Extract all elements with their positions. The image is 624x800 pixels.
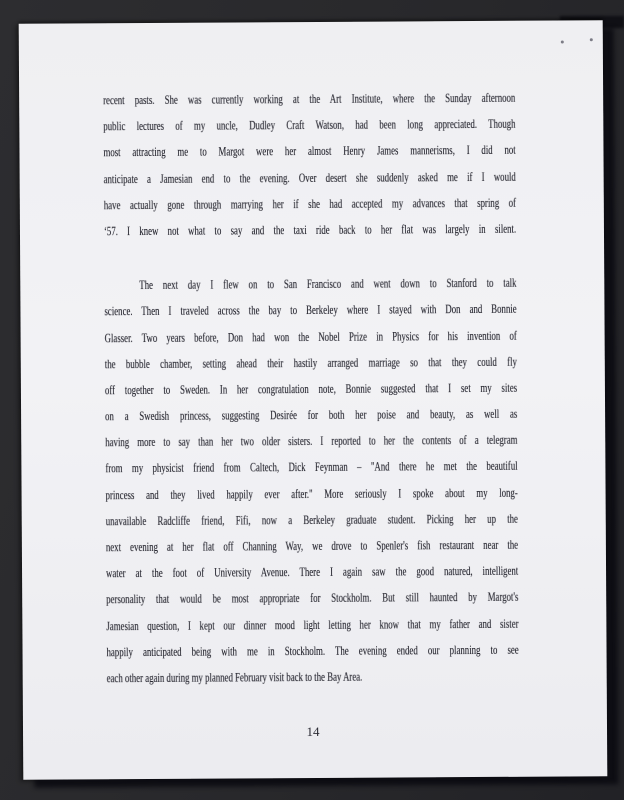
page-body-text xyxy=(103,85,519,692)
text-line: recent pasts. She was currently working at the Art Institute, where the Sunday afternoon xyxy=(103,90,516,108)
text-line: on a Swedish princess, suggesting Desirée for both her poise and beauty, as well as xyxy=(105,406,518,424)
text-line: next evening at her flat off Channing Way, we drove to Spenler's fish restaurant near the xyxy=(105,537,519,555)
page-number: 14 xyxy=(306,723,320,740)
text-line: ‘57. I knew not what to say and the taxi ride back to her flat was largely in silent. xyxy=(103,221,517,239)
paragraph-1 xyxy=(103,85,516,245)
text-line: off together to Sweden. In her congratulation note, Bonnie suggested that I set my sites xyxy=(104,380,518,398)
text-line: personality that would be most appropriate for Stockholm. But still haunted by Margot's xyxy=(106,590,519,607)
text-line: anticipate a Jamesian end to the evening. Over desert she suddenly asked me if I would xyxy=(103,169,516,186)
text-line: the bubble chamber, setting ahead their hastily arranged marriage so that they could fly xyxy=(104,354,518,371)
text-line: The next day I flew on to San Francisco and went down to Stanford to talk xyxy=(139,275,517,293)
dust-speck xyxy=(590,38,593,41)
text-line: princess and they lived happily ever after." More seriously I spoke about my long- xyxy=(105,485,518,502)
text-line: most attracting me to Margot were her almost Henry James mannerisms, I did not xyxy=(103,143,516,160)
text-line: unavailable Radcliffe friend, Fifi, now a Berkeley graduate student. Picking her up the xyxy=(105,511,518,529)
text-line: public lectures of my uncle, Dudley Craft Watson, had been long appreciated. Though xyxy=(103,116,516,134)
text-line: happily anticipated being with me in Stockholm. The evening ended our planning to see xyxy=(106,642,519,660)
text-line: science. Then I traveled across the bay to Berkeley where I stayed with Don and Bonnie xyxy=(104,302,517,319)
text-line: Glasser. Two years before, Don had won the Nobel Prize in Physics for his invention of xyxy=(104,328,517,345)
text-line: each other again during my planned February visit back to the Bay Area. xyxy=(106,669,363,686)
paragraph-2 xyxy=(104,270,519,692)
dust-speck xyxy=(561,40,564,43)
text-line: have actually gone through marrying her if she had accepted my advances that spring of xyxy=(103,195,517,213)
text-line: Jamesian question, I kept our dinner mood light letting her know that my father and sister xyxy=(106,616,519,633)
text-line: water at the foot of University Avenue. There I again saw the good natured, intelligent xyxy=(106,563,519,581)
text-line: having more to say than her two older sisters. I reported to her the contents of a telegram xyxy=(105,433,518,450)
text-line: from my physicist friend from Caltech, Dick Feynman – "And there he met the beautiful xyxy=(105,459,518,476)
scanned-page xyxy=(19,20,608,780)
